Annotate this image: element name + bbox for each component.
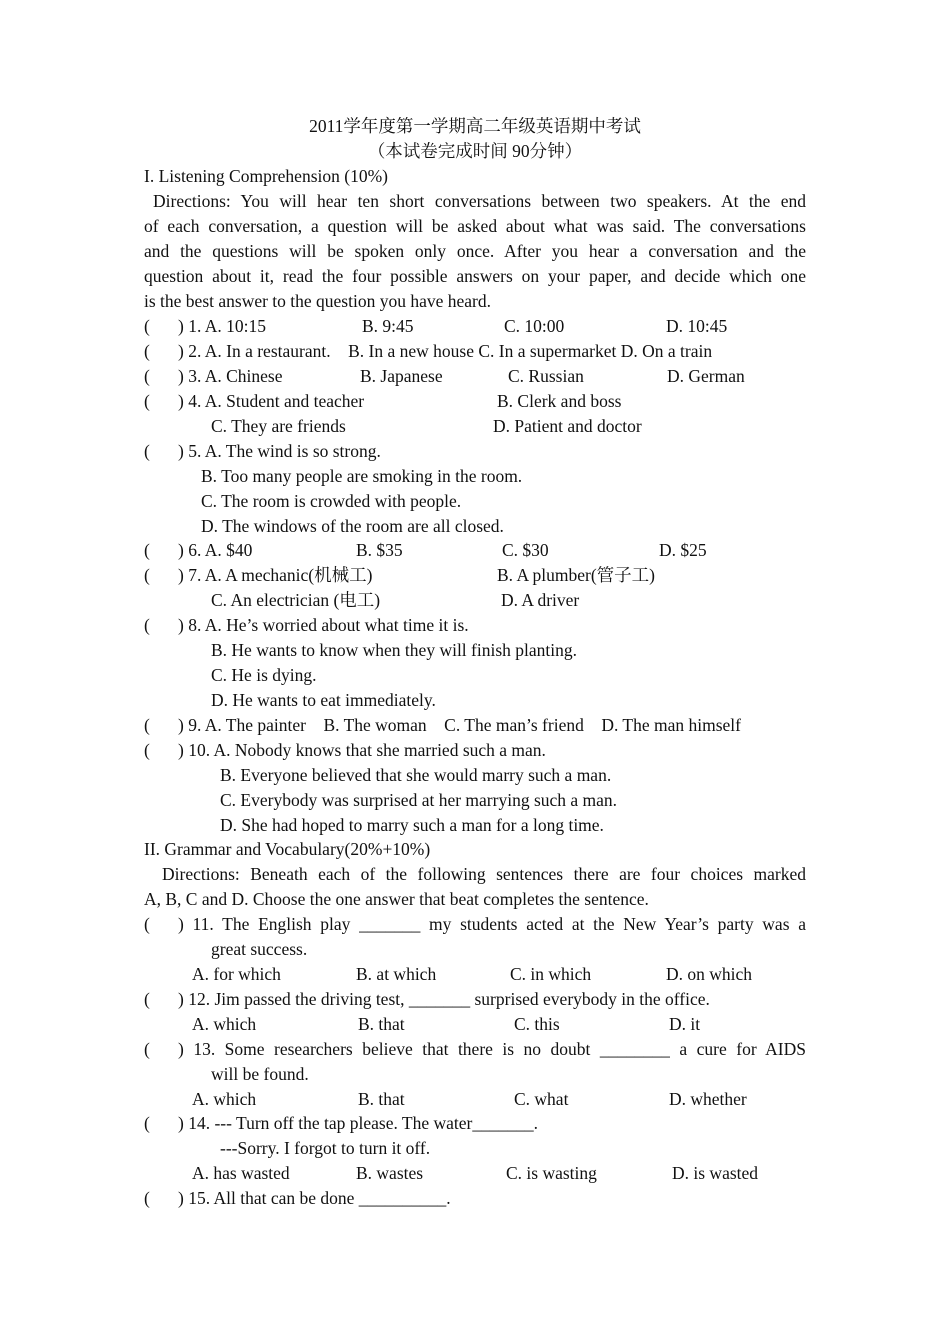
question-stem-continued: will be found.	[211, 1064, 309, 1084]
option-b: B. wastes	[356, 1163, 424, 1183]
option-c: C. He is dying.	[211, 665, 317, 685]
option-b: B. $35	[356, 540, 403, 560]
option-c: C. They are friends	[211, 416, 346, 436]
answer-blank[interactable]: (	[144, 989, 150, 1009]
question-stem: ) 2. A. In a restaurant. B. In a new house C. In a supermarket D. On a train	[178, 341, 713, 361]
option-d: D. She had hoped to marry such a man for a long time.	[220, 815, 604, 835]
option-b: B. Japanese	[360, 366, 443, 386]
section-1-directions-line: of each conversation, a question will be asked about what was said. The conversations	[144, 216, 806, 236]
question-stem: ) 6. A. $40	[178, 540, 253, 560]
option-c: C. is wasting	[506, 1163, 597, 1183]
option-a: A. which	[192, 1089, 257, 1109]
option-c: C. in which	[510, 964, 592, 984]
question-stem: ) 12. Jim passed the driving test, _______ surprised everybody in the office.	[178, 989, 710, 1009]
question-stem: ) 9. A. The painter B. The woman C. The man’s friend D. The man himself	[178, 715, 741, 735]
answer-blank[interactable]: (	[144, 316, 150, 336]
answer-blank[interactable]: (	[144, 565, 150, 585]
option-a: A. which	[192, 1014, 257, 1034]
question-stem-continued: ---Sorry. I forgot to turn it off.	[220, 1138, 431, 1158]
option-b: B. 9:45	[362, 316, 414, 336]
section-1-heading: I. Listening Comprehension (10%)	[144, 166, 388, 186]
option-c: C. what	[514, 1089, 569, 1109]
answer-blank[interactable]: (	[144, 1113, 150, 1133]
question-stem: ) 15. All that can be done __________.	[178, 1188, 451, 1208]
answer-blank[interactable]: (	[144, 540, 150, 560]
answer-blank[interactable]: (	[144, 366, 150, 386]
option-b: B. Clerk and boss	[497, 391, 622, 411]
option-a: A. has wasted	[192, 1163, 290, 1183]
option-b: B. that	[358, 1014, 405, 1034]
answer-blank[interactable]: (	[144, 615, 150, 635]
option-d: D. $25	[659, 540, 707, 560]
option-b: B. A plumber(管子工)	[497, 565, 655, 585]
option-a: A. for which	[192, 964, 281, 984]
question-stem: ) 3. A. Chinese	[178, 366, 283, 386]
option-d: D. Patient and doctor	[493, 416, 642, 436]
option-d: D. A driver	[501, 590, 580, 610]
option-b: B. that	[358, 1089, 405, 1109]
section-2-directions-line: Directions: Beneath each of the following sentences there are four choices marked	[162, 864, 806, 884]
exam-title: 2011学年度第一学期高二年级英语期中考试	[309, 116, 641, 136]
question-stem: ) 11. The English play _______ my students acted at the New Year’s party was a	[178, 914, 806, 934]
option-d: D. He wants to eat immediately.	[211, 690, 436, 710]
question-stem: ) 8. A. He’s worried about what time it is.	[178, 615, 469, 635]
answer-blank[interactable]: (	[144, 740, 150, 760]
section-1-directions-line: is the best answer to the question you have heard.	[144, 291, 491, 311]
answer-blank[interactable]: (	[144, 391, 150, 411]
option-b: B. He wants to know when they will finish planting.	[211, 640, 578, 660]
option-c: C. An electrician (电工)	[211, 590, 381, 610]
option-c: C. Everybody was surprised at her marrying such a man.	[220, 790, 618, 810]
option-d: D. on which	[666, 964, 753, 984]
option-c: C. The room is crowded with people.	[201, 491, 462, 511]
question-stem: ) 13. Some researchers believe that there is no doubt ________ a cure for AIDS	[178, 1039, 806, 1059]
question-stem: ) 5. A. The wind is so strong.	[178, 441, 381, 461]
question-stem: ) 7. A. A mechanic(机械工)	[178, 565, 373, 585]
option-d: D. whether	[669, 1089, 747, 1109]
question-stem: ) 4. A. Student and teacher	[178, 391, 365, 411]
section-2-directions-line: A, B, C and D. Choose the one answer that beat completes the sentence.	[144, 889, 649, 909]
answer-blank[interactable]: (	[144, 914, 150, 934]
answer-blank[interactable]: (	[144, 1188, 150, 1208]
answer-blank[interactable]: (	[144, 715, 150, 735]
answer-blank[interactable]: (	[144, 441, 150, 461]
option-d: D. The windows of the room are all closed.	[201, 516, 504, 536]
exam-subtitle: （本试卷完成时间 90分钟）	[367, 141, 583, 161]
option-c: C. Russian	[508, 366, 584, 386]
section-1-directions-line: Directions: You will hear ten short conversations between two speakers. At the end	[153, 191, 806, 211]
option-c: C. $30	[502, 540, 549, 560]
answer-blank[interactable]: (	[144, 341, 150, 361]
option-d: D. 10:45	[666, 316, 728, 336]
answer-blank[interactable]: (	[144, 1039, 150, 1059]
question-stem: ) 10. A. Nobody knows that she married such a man.	[178, 740, 546, 760]
option-c: C. 10:00	[504, 316, 565, 336]
section-1-directions-line: question about it, read the four possible answers on your paper, and decide which one	[144, 266, 806, 286]
option-b: B. at which	[356, 964, 437, 984]
option-d: D. is wasted	[672, 1163, 759, 1183]
option-d: D. German	[667, 366, 745, 386]
section-1-directions-line: and the questions will be spoken only once. After you hear a conversation and the	[144, 241, 806, 261]
option-b: B. Everyone believed that she would marry such a man.	[220, 765, 612, 785]
question-stem: ) 1. A. 10:15	[178, 316, 266, 336]
option-d: D. it	[669, 1014, 701, 1034]
option-c: C. this	[514, 1014, 560, 1034]
question-stem-continued: great success.	[211, 939, 308, 959]
section-2-heading: II. Grammar and Vocabulary(20%+10%)	[144, 839, 431, 859]
option-b: B. Too many people are smoking in the room.	[201, 466, 523, 486]
question-stem: ) 14. --- Turn off the tap please. The water_______.	[178, 1113, 538, 1133]
